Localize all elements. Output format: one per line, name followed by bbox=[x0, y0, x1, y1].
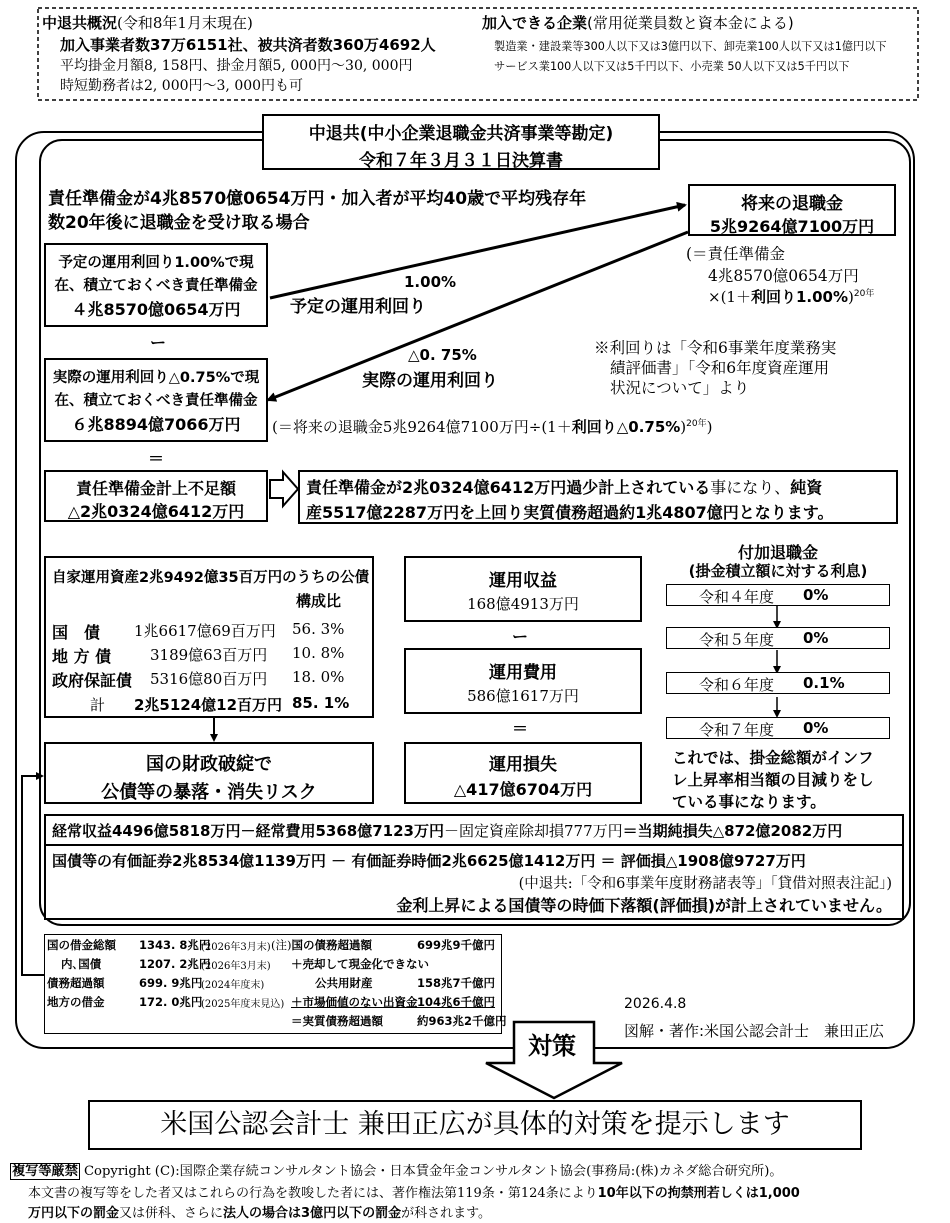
intro-line-2: 数20年後に退職金を受け取る場合 bbox=[48, 213, 310, 233]
shortfall-amount: △2兆0324億6412万円 bbox=[67, 502, 245, 521]
bonus-year-box bbox=[666, 584, 890, 606]
source-note-1: ※利回りは「令和6事業年度業務実 bbox=[594, 339, 837, 357]
expense-value: 586億1617万円 bbox=[467, 687, 579, 705]
overview-heading bbox=[42, 12, 253, 33]
national-row-label: 債務超過額 bbox=[47, 976, 105, 990]
shortfall-desc-2: 産5517億2287万円を上回り実質債務超過約1兆4807億円となります。 bbox=[306, 503, 834, 522]
bond-row-ratio: 56. 3% bbox=[292, 620, 345, 638]
investment-revenue-box bbox=[404, 556, 642, 622]
national-r1-label: 国の債務超過額 bbox=[291, 938, 372, 952]
eligible-note: (常用従業員数と資本金による) bbox=[587, 14, 794, 32]
collapse-risk-box bbox=[44, 742, 374, 804]
national-row-note: (2025年度末見込) bbox=[201, 999, 285, 1010]
bonds-total-amount: 2兆5124億12百万円 bbox=[134, 696, 283, 714]
national-debt-box bbox=[44, 934, 507, 1034]
document-date: 2026.4.8 bbox=[624, 996, 687, 1012]
revenue-value: 168億4913万円 bbox=[467, 595, 579, 613]
national-row-note: (2026年3月末) bbox=[201, 961, 271, 972]
overview-line-1: 加入事業者数37万6151社、被共済者数360万4692人 bbox=[60, 36, 436, 54]
bonus-year-label: 令和６年度 bbox=[699, 676, 775, 694]
hollow-right-arrow bbox=[270, 472, 298, 506]
source-note-2: 績評価書」「令和6年度資産運用 bbox=[610, 359, 830, 377]
copyright-label: 複写等厳禁 bbox=[12, 1164, 78, 1179]
expected-rate-value: 1.00% bbox=[404, 273, 457, 291]
loss-label: 運用損失 bbox=[489, 755, 557, 775]
eligible-title: 加入できる企業 bbox=[482, 14, 588, 32]
national-row-label: 内､国債 bbox=[61, 957, 102, 971]
valuation-loss-line: 国債等の有価証券2兆8534億1139万円 － 有価証券時価2兆6625億1412万円 ＝ 評価損△1908億9727万円 bbox=[52, 852, 806, 870]
copyright-text: Copyright (C):国際企業存続コンサルタント協会・日本賃金年金コンサルタント協会(事務局:(株)カネダ総合研究所)。 bbox=[83, 1164, 783, 1179]
national-note-mark: (注) bbox=[271, 938, 292, 952]
national-row-value: 699. 9兆円 bbox=[139, 976, 203, 990]
bond-row-name: 地 方 債 bbox=[52, 647, 112, 666]
national-row-note: (2026年3月末) bbox=[201, 942, 271, 953]
national-r5-value: 約963兆2千億円 bbox=[417, 1014, 507, 1028]
eligible-heading bbox=[482, 12, 794, 33]
national-row-value: 1207. 2兆円 bbox=[139, 957, 211, 971]
bonus-year-box bbox=[666, 627, 890, 649]
bond-row-amount: 5316億80百万円 bbox=[150, 670, 268, 688]
public-bonds-box bbox=[44, 556, 374, 718]
national-r3-label: 公共用財産 bbox=[315, 976, 373, 990]
actual-rate-label: 実際の運用利回り bbox=[362, 371, 498, 391]
net-loss-line: 経常収益4496億5818万円－経常費用5368億7123万円－固定資産除却損777万円＝当期純損失△872億2082万円 bbox=[52, 822, 843, 840]
shortfall-desc-1: 責任準備金が2兆0324億6412万円過少計上されている事になり、純資 bbox=[306, 478, 823, 497]
future-calc-2: 4兆8570億0654万円 bbox=[708, 267, 859, 285]
bonds-title: 自家運用資産2兆9492億35百万円のうちの公債 bbox=[52, 570, 370, 586]
bonus-title: 付加退職金 bbox=[737, 543, 818, 562]
expense-label: 運用費用 bbox=[489, 663, 557, 683]
investment-expense-box bbox=[404, 648, 642, 714]
risk-line-1: 国の財政破綻で bbox=[146, 754, 272, 775]
net-loss-box bbox=[44, 814, 904, 846]
source-note-3: 状況について」より bbox=[610, 379, 750, 397]
future-title: 将来の退職金 bbox=[741, 194, 843, 214]
bonus-year-rate: 0% bbox=[803, 629, 829, 647]
bonus-year-rate: 0.1% bbox=[803, 674, 845, 692]
expected-rate-label: 予定の運用利回り bbox=[290, 297, 426, 317]
copyright-line bbox=[10, 1160, 783, 1179]
income-equals-symbol: ＝ bbox=[512, 719, 529, 738]
national-r2-label: ＋売却して現金化できない bbox=[291, 957, 429, 971]
future-calc-3: ×(1＋利回り1.00%)$^{20年}$ bbox=[708, 288, 875, 306]
national-r4-label: ＋市場価値のない出資金 bbox=[291, 995, 418, 1009]
national-row-value: 1343. 8兆円 bbox=[139, 938, 211, 952]
statement-date: 令和７年３月３１日決算書 bbox=[359, 151, 563, 171]
bonds-total-ratio: 85. 1% bbox=[292, 694, 350, 712]
national-row-label: 地方の借金 bbox=[47, 995, 105, 1009]
future-calc-1: (＝責任準備金 bbox=[686, 245, 786, 263]
bond-row-amount: 1兆6617億69百万円 bbox=[134, 622, 276, 640]
intro-line-1: 責任準備金が4兆8570億0654万円・加入者が平均40歳で平均残存年 bbox=[48, 189, 587, 209]
bond-row-ratio: 10. 8% bbox=[292, 644, 345, 662]
bonus-year-label: 令和４年度 bbox=[699, 588, 775, 606]
national-r1-value: 699兆9千億円 bbox=[417, 938, 496, 952]
expected-reserve-box bbox=[44, 243, 268, 327]
shortfall-title: 責任準備金計上不足額 bbox=[75, 479, 236, 498]
national-row-value: 172. 0兆円 bbox=[139, 995, 203, 1009]
bonus-note-1: これでは、掛金総額がインフ bbox=[672, 749, 874, 767]
shortfall-box bbox=[44, 470, 268, 522]
bond-row-name: 政府保証債 bbox=[52, 671, 133, 690]
document-author: 図解・著作:米国公認会計士 兼田正広 bbox=[624, 1022, 885, 1040]
actual-line-1: 実際の運用利回り△0.75%で現 bbox=[52, 370, 260, 386]
valuation-warning: 金利上昇による国債等の時価下落額(評価損)が計上されていません。 bbox=[396, 896, 892, 915]
national-row-note: (2024年度末) bbox=[201, 980, 265, 991]
income-minus-symbol: ー bbox=[512, 627, 529, 646]
bonus-year-label: 令和５年度 bbox=[699, 631, 775, 649]
investment-loss-box bbox=[404, 742, 642, 804]
bonus-year-rate: 0% bbox=[803, 719, 829, 737]
actual-amount: ６兆8894億7066万円 bbox=[71, 415, 241, 434]
actual-line-2: 在、積立ておくべき責任準備金 bbox=[54, 393, 258, 409]
bonus-subtitle: (掛金積立額に対する利息) bbox=[688, 562, 868, 580]
notice-line-2: 万円以下の罰金又は併科、さらに法人の場合は3億円以下の罰金が科されます。 bbox=[28, 1206, 492, 1221]
notice-line-1: 本文書の複写等をした者又はこれらの行為を教唆した者には、著作権法第119条・第124条により10年以下の拘禁刑若しくは1,000 bbox=[28, 1186, 800, 1201]
statement-title-box bbox=[262, 114, 660, 170]
national-row-label: 国の借金総額 bbox=[47, 938, 116, 952]
statement-title: 中退共(中小企業退職金共済事業等勘定) bbox=[308, 124, 614, 144]
countermeasure-label: 対策 bbox=[528, 1032, 576, 1060]
bonus-note-3: ている事になります。 bbox=[672, 793, 826, 811]
future-amount: 5兆9264億7100万円 bbox=[709, 217, 875, 236]
banner-text: 米国公認会計士 兼田正広が具体的対策を提示します bbox=[160, 1109, 790, 1140]
bond-row-name: 国 債 bbox=[52, 623, 101, 642]
revenue-label: 運用収益 bbox=[489, 571, 557, 591]
bonus-year-rate: 0% bbox=[803, 586, 829, 604]
bonus-year-box bbox=[666, 717, 890, 739]
actual-reserve-box bbox=[44, 358, 268, 442]
loss-value: △417億6704万円 bbox=[453, 780, 593, 799]
national-r5-label: ＝実質債務超過額 bbox=[291, 1014, 383, 1028]
national-r3-value: 158兆7千億円 bbox=[417, 976, 496, 990]
eligible-line-2: サービス業100人以下又は5千円以下、小売業 50人以下又は5千円以下 bbox=[494, 60, 850, 73]
actual-calc: (＝将来の退職金5兆9264億7100万円÷(1＋利回り△0.75%)$^{20年}$) bbox=[272, 418, 713, 436]
bonus-year-label: 令和７年度 bbox=[699, 721, 775, 739]
actual-rate-value: △0. 75% bbox=[408, 346, 477, 364]
bond-row-ratio: 18. 0% bbox=[292, 668, 345, 686]
risk-line-2: 公債等の暴落・消失リスク bbox=[101, 782, 317, 803]
bond-row-amount: 3189億63百万円 bbox=[150, 646, 268, 664]
shortfall-description-box bbox=[298, 470, 898, 524]
expected-amount: ４兆8570億0654万円 bbox=[71, 300, 241, 319]
bonds-total-label: 計 bbox=[90, 696, 106, 714]
bonds-ratio-header: 構成比 bbox=[296, 592, 342, 610]
overview-line-2: 平均掛金月額8, 158円、掛金月額5, 000円～30, 000円 bbox=[60, 58, 413, 74]
bonus-year-box bbox=[666, 672, 890, 694]
expected-line-2: 在、積立ておくべき責任準備金 bbox=[54, 278, 258, 294]
valuation-loss-box bbox=[44, 846, 904, 920]
overview-date: (令和8年1月末現在) bbox=[117, 14, 253, 32]
arrow-expected-to-future bbox=[270, 205, 685, 298]
countermeasure-banner bbox=[88, 1100, 862, 1150]
future-retirement-box bbox=[688, 184, 896, 236]
equals-symbol: ＝ bbox=[148, 449, 165, 468]
national-r4-value: 104兆6千億円 bbox=[417, 995, 496, 1009]
eligible-line-1: 製造業・建設業等300人以下又は3億円以下、卸売業100人以下又は1億円以下 bbox=[494, 40, 887, 53]
minus-symbol: ー bbox=[150, 333, 167, 352]
valuation-source: (中退共:「令和6事業年度財務諸表等」「貸借対照表注記」) bbox=[518, 876, 892, 892]
overview-title: 中退共概況 bbox=[42, 14, 118, 32]
expected-line-1: 予定の運用利回り1.00%で現 bbox=[58, 255, 254, 271]
bonus-note-2: レ上昇率相当額の目減りをし bbox=[672, 771, 874, 789]
overview-line-3: 時短勤務者は2, 000円～3, 000円も可 bbox=[60, 78, 304, 94]
